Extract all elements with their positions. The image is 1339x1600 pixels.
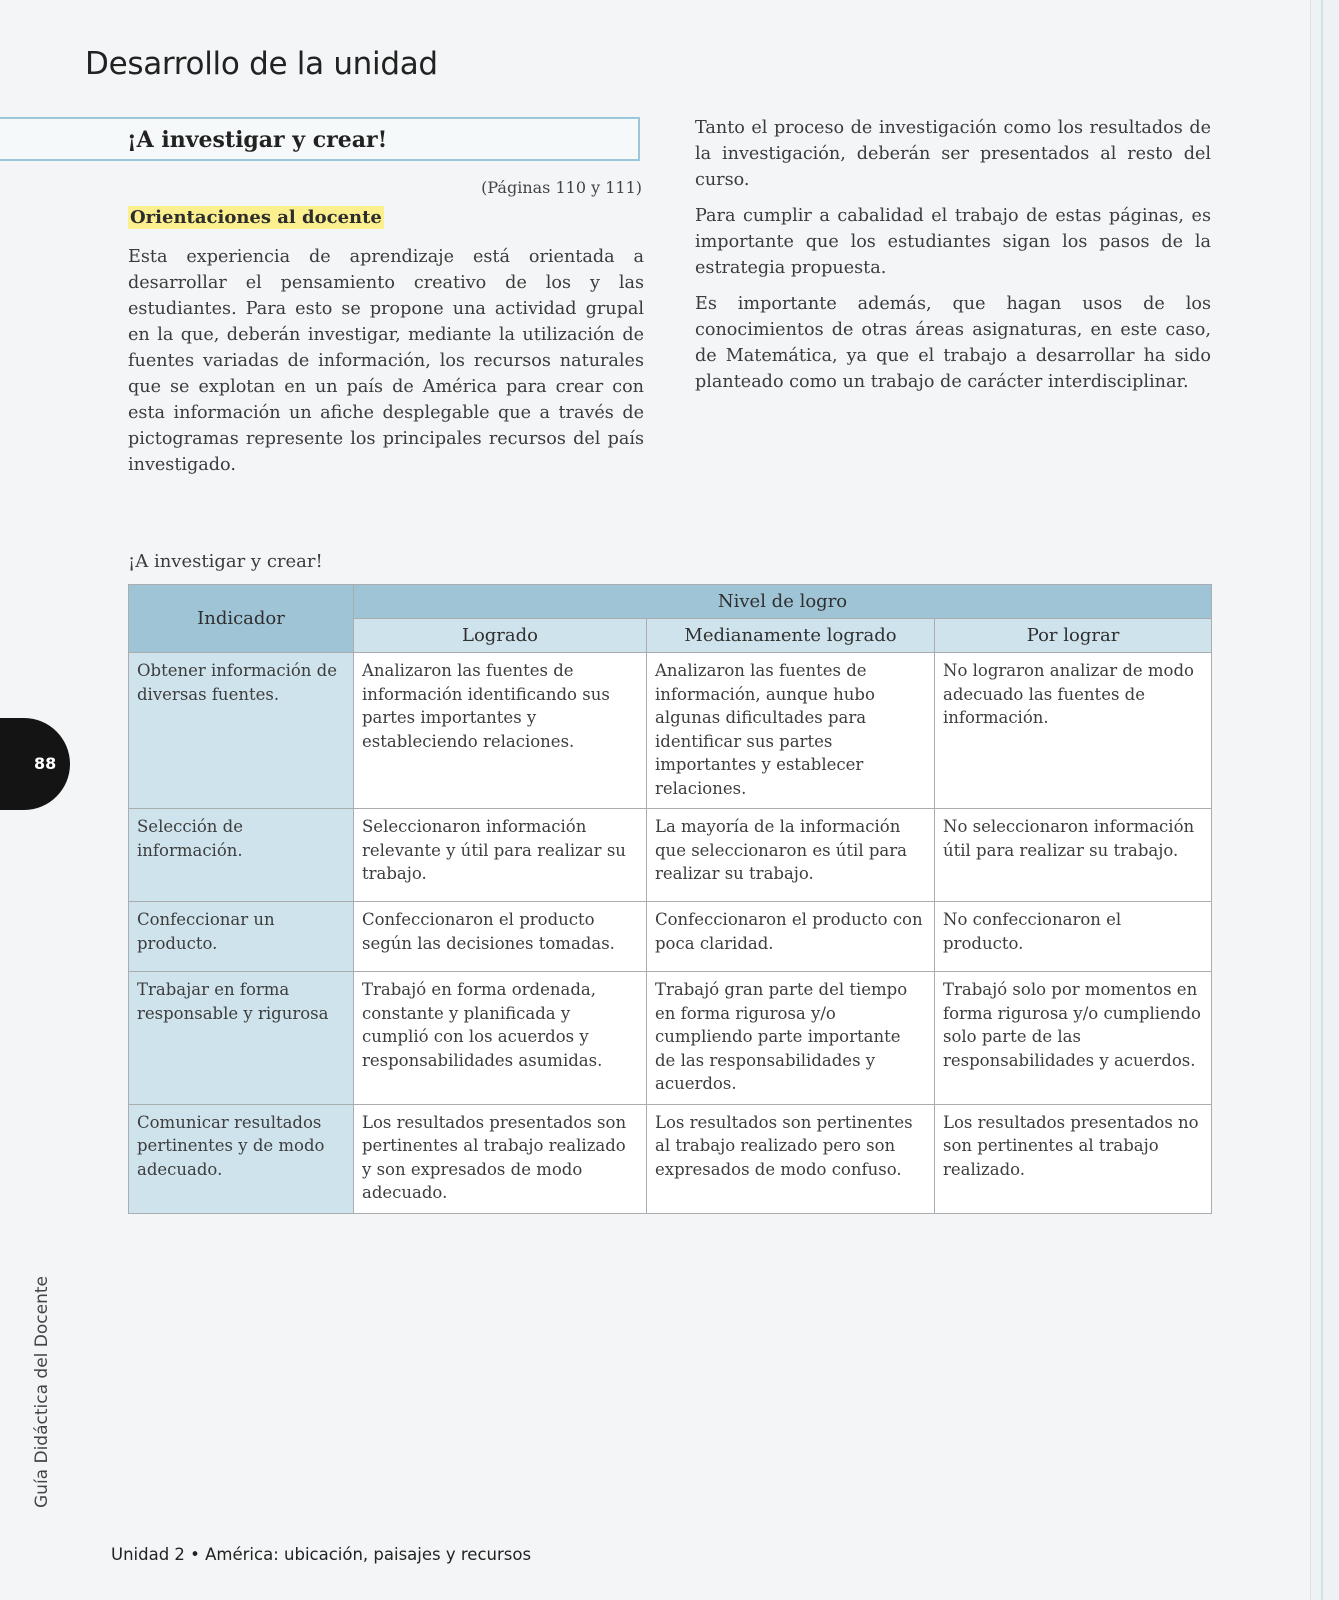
left-paragraph: Esta experiencia de aprendizaje está orientada a desarrollar el pensamiento creativo de los y las estudiantes. Para esto se propone una actividad grupal en la que, deberán investigar, mediante la utilización de fuentes variadas de información, los recursos naturales que se explotan en un país de América para crear con esta información un afiche desplegable que a través de pictogramas represente los principales recursos del país investigado. <box>128 247 644 475</box>
pages-reference: (Páginas 110 y 111) <box>481 178 642 197</box>
section-header-box <box>0 117 640 161</box>
section-title: ¡A investigar y crear! <box>127 127 388 153</box>
partially-achieved-cell: Los resultados son pertinentes al trabajo realizado pero son expresados de modo confuso. <box>647 1104 935 1213</box>
not-achieved-cell: No seleccionaron información útil para realizar su trabajo. <box>935 809 1212 902</box>
page-number: 88 <box>34 754 57 773</box>
page-edge-decoration <box>1310 0 1339 1600</box>
indicator-header: Indicador <box>129 585 354 653</box>
achieved-cell: Trabajó en forma ordenada, constante y planificada y cumplió con los acuerdos y responsabilidades asumidas. <box>354 972 647 1105</box>
not-achieved-cell: No lograron analizar de modo adecuado las fuentes de información. <box>935 653 1212 809</box>
right-paragraph: Para cumplir a cabalidad el trabajo de estas páginas, es importante que los estudiantes sigan los pasos de la estrategia propuesta. <box>695 206 1211 278</box>
indicator-cell: Confeccionar un producto. <box>129 902 354 972</box>
achieved-cell: Confeccionaron el producto según las decisiones tomadas. <box>354 902 647 972</box>
partially-achieved-cell: La mayoría de la información que seleccionaron es útil para realizar su trabajo. <box>647 809 935 902</box>
right-paragraph: Es importante además, que hagan usos de los conocimientos de otras áreas asignaturas, en este caso, de Matemática, ya que el trabajo a desarrollar ha sido planteado como un trabajo de carácter interdisciplinar. <box>695 294 1211 392</box>
indicator-cell: Comunicar resultados pertinentes y de modo adecuado. <box>129 1104 354 1213</box>
table-row <box>129 972 1212 1105</box>
page-title: Desarrollo de la unidad <box>85 46 438 82</box>
page-edge-line <box>1321 0 1323 1600</box>
partially-achieved-cell: Confeccionaron el producto con poca claridad. <box>647 902 935 972</box>
indicator-cell: Obtener información de diversas fuentes. <box>129 653 354 809</box>
side-guide-label: Guía Didáctica del Docente <box>32 1276 52 1508</box>
table-row <box>129 1104 1212 1213</box>
indicator-cell: Selección de información. <box>129 809 354 902</box>
achievement-level-header: Nivel de logro <box>354 585 1212 619</box>
partially-achieved-cell: Analizaron las fuentes de información, aunque hubo algunas dificultades para identificar sus partes importantes y establecer relaciones. <box>647 653 935 809</box>
not-achieved-cell: Los resultados presentados no son pertinentes al trabajo realizado. <box>935 1104 1212 1213</box>
not-achieved-cell: Trabajó solo por momentos en forma rigurosa y/o cumpliendo solo parte de las responsabilidades y acuerdos. <box>935 972 1212 1105</box>
right-paragraph: Tanto el proceso de investigación como los resultados de la investigación, deberán ser presentados al resto del curso. <box>695 118 1211 190</box>
rubric-table <box>128 584 1212 1214</box>
not-achieved-cell: No confeccionaron el producto. <box>935 902 1212 972</box>
achieved-cell: Los resultados presentados son pertinentes al trabajo realizado y son expresados de modo adecuado. <box>354 1104 647 1213</box>
footer-unit-title: Unidad 2 • América: ubicación, paisajes y recursos <box>111 1545 532 1564</box>
achieved-cell: Analizaron las fuentes de información identificando sus partes importantes y estableciendo relaciones. <box>354 653 647 809</box>
partially-achieved-cell: Trabajó gran parte del tiempo en forma rigurosa y/o cumpliendo parte importante de las responsabilidades y acuerdos. <box>647 972 935 1105</box>
achieved-cell: Seleccionaron información relevante y útil para realizar su trabajo. <box>354 809 647 902</box>
level-header-achieved: Logrado <box>354 619 647 653</box>
indicator-cell: Trabajar en forma responsable y rigurosa <box>129 972 354 1105</box>
table-row <box>129 902 1212 972</box>
teacher-guidance-heading: Orientaciones al docente <box>130 207 382 228</box>
level-header-not-achieved: Por lograr <box>935 619 1212 653</box>
table-row <box>129 653 1212 809</box>
level-header-partially-achieved: Medianamente logrado <box>647 619 935 653</box>
table-row <box>129 809 1212 902</box>
right-column <box>695 115 1211 405</box>
table-caption: ¡A investigar y crear! <box>128 551 323 572</box>
